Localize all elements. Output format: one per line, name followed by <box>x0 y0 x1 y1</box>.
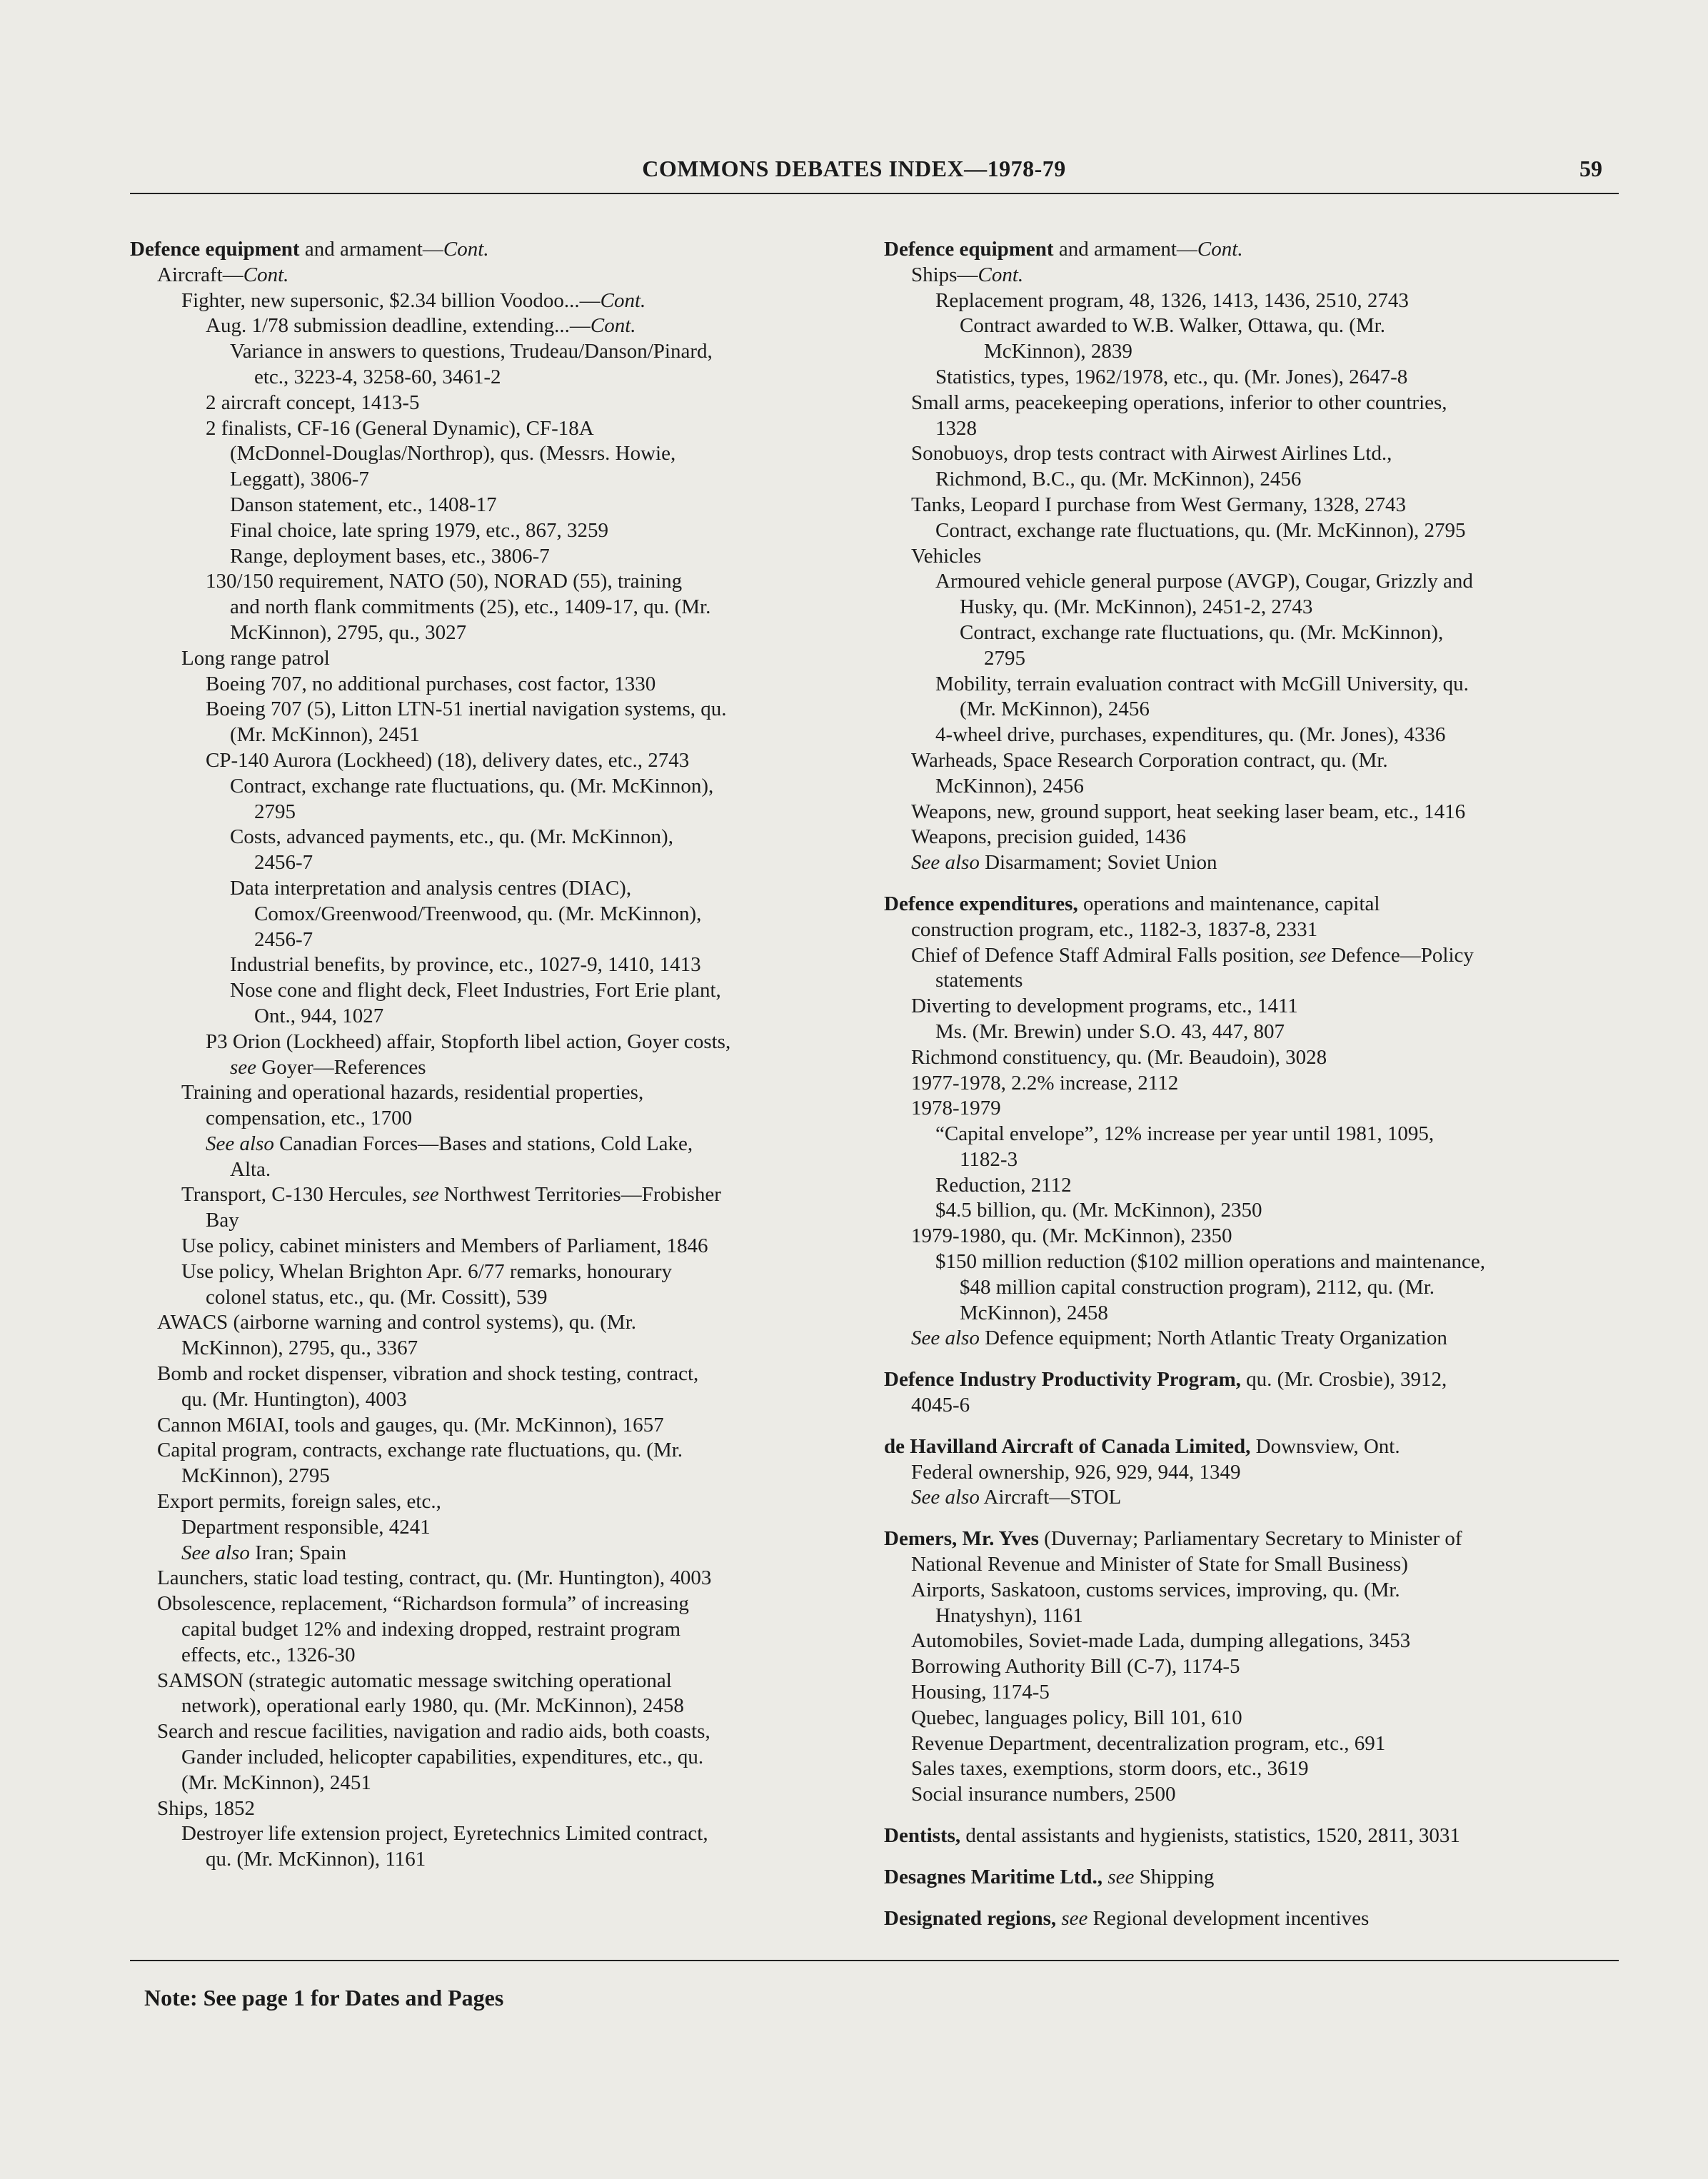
italic-text: Cont. <box>443 238 489 261</box>
entry-text: Goyer—References <box>256 1055 426 1079</box>
entry-text: operations and maintenance, capital <box>1077 892 1380 915</box>
italic-text: Cont. <box>1197 238 1243 261</box>
italic-text: see <box>412 1183 439 1207</box>
index-entry-line <box>884 1122 1619 1147</box>
italic-text: Cont. <box>978 263 1024 286</box>
entry-text: Quebec, languages policy, Bill 101, 610 <box>911 1706 1242 1729</box>
entry-text: Final choice, late spring 1979, etc., 867, 3259 <box>230 518 608 542</box>
page-number: 59 <box>1579 156 1602 181</box>
index-entry-line <box>884 1706 1619 1731</box>
entry-text: McKinnon), 2795, qu., 3367 <box>181 1337 418 1360</box>
entry-text: Revenue Department, decentralization program, etc., 691 <box>911 1731 1386 1755</box>
entry-text: Regional development incentives <box>1087 1906 1370 1930</box>
italic-text: See also <box>911 1327 980 1350</box>
entry-text: McKinnon), 2456 <box>935 774 1084 797</box>
entry-text: Fighter, new supersonic, $2.34 billion Voodoo...— <box>181 288 601 312</box>
entry-text: Hnatyshyn), 1161 <box>935 1604 1083 1627</box>
index-entry-line <box>130 800 844 825</box>
index-entry-line <box>884 365 1619 391</box>
entry-text: Federal ownership, 926, 929, 944, 1349 <box>911 1460 1241 1484</box>
index-entry-line <box>884 1578 1619 1604</box>
entry-text: 4045-6 <box>911 1394 970 1417</box>
entry-text: (Mr. McKinnon), 2451 <box>181 1771 371 1794</box>
italic-text: Cont. <box>243 263 289 286</box>
entry-text: Cannon M6IAI, tools and gauges, qu. (Mr. McKinnon), 1657 <box>157 1413 664 1436</box>
entry-text: $4.5 billion, qu. (Mr. McKinnon), 2350 <box>935 1199 1262 1222</box>
index-entry-line <box>884 1301 1619 1327</box>
italic-text: See also <box>911 851 980 875</box>
index-entry-line <box>884 1629 1619 1654</box>
index-entry-line <box>130 1821 844 1847</box>
entry-text: 2456-7 <box>254 927 313 951</box>
entry-text: McKinnon), 2458 <box>960 1301 1108 1324</box>
entry-text: “Capital envelope”, 12% increase per year until 1981, 1095, <box>935 1122 1435 1146</box>
entry-text: P3 Orion (Lockheed) affair, Stopforth libel action, Goyer costs, <box>206 1030 731 1053</box>
entry-text: (Mr. McKinnon), 2456 <box>960 698 1150 721</box>
entry-text: Use policy, cabinet ministers and Members of Parliament, 1846 <box>181 1234 708 1258</box>
index-entry-line <box>130 1055 844 1081</box>
index-entry-line <box>130 1847 844 1873</box>
index-entry-line <box>884 1224 1619 1249</box>
index-entry-line <box>884 416 1619 442</box>
index-entry-line <box>884 917 1619 943</box>
index-entry-line <box>884 1275 1619 1301</box>
index-heading: Dentists, <box>884 1824 961 1848</box>
index-entry-line <box>884 800 1619 825</box>
entry-spacer <box>884 1419 1619 1434</box>
index-entry-line <box>130 544 844 570</box>
entry-text: Housing, 1174-5 <box>911 1681 1050 1704</box>
entry-text: qu. (Mr. McKinnon), 1161 <box>206 1848 426 1871</box>
index-entry-line <box>884 288 1619 314</box>
index-entry-line <box>130 1208 844 1234</box>
entry-text: Launchers, static load testing, contract, qu. (Mr. Huntington), 4003 <box>157 1566 712 1590</box>
header-rule <box>130 193 1619 194</box>
index-entry-line <box>884 1460 1619 1486</box>
index-entry-line <box>884 339 1619 365</box>
index-entry-line <box>130 876 844 902</box>
entry-text: Gander included, helicopter capabilities, expenditures, etc., qu. <box>181 1746 704 1769</box>
index-entry-line <box>130 493 844 518</box>
entry-text: Replacement program, 48, 1326, 1413, 1436, 2510, 2743 <box>935 288 1409 312</box>
entry-text: McKinnon), 2795 <box>181 1464 330 1488</box>
entry-text: etc., 3223-4, 3258-60, 3461-2 <box>254 365 501 388</box>
entry-text: dental assistants and hygienists, statistics, 1520, 2811, 3031 <box>960 1824 1460 1848</box>
entry-text: Weapons, new, ground support, heat seeking laser beam, etc., 1416 <box>911 800 1466 823</box>
index-entry-line <box>884 1147 1619 1173</box>
index-entry-line <box>130 1030 844 1055</box>
entry-text: Tanks, Leopard I purchase from West Germany, 1328, 2743 <box>911 493 1407 516</box>
index-entry-line <box>130 1566 844 1591</box>
index-entry-line <box>130 365 844 391</box>
index-entry-line <box>130 1515 844 1541</box>
index-entry-line <box>884 774 1619 800</box>
index-entry-line <box>884 1552 1619 1578</box>
index-entry-line <box>130 672 844 698</box>
entry-text: Vehicles <box>911 544 982 568</box>
index-entry-line <box>130 1157 844 1183</box>
index-entry-line <box>130 1438 844 1464</box>
index-entry-line <box>130 1694 844 1719</box>
index-entry-line <box>130 1669 844 1694</box>
index-entry-line <box>130 850 844 876</box>
index-entry-line <box>130 595 844 620</box>
entry-text: Destroyer life extension project, Eyretechnics Limited contract, <box>181 1822 708 1846</box>
index-entry-line <box>884 646 1619 672</box>
entry-text: qu. (Mr. Crosbie), 3912, <box>1240 1368 1447 1392</box>
index-entry-line <box>130 288 844 314</box>
entry-text: AWACS (airborne warning and control systems), qu. (Mr. <box>157 1311 637 1334</box>
index-entry-line <box>884 748 1619 774</box>
entry-text: and armament— <box>299 238 443 261</box>
entry-text: Armoured vehicle general purpose (AVGP), Cougar, Grizzly and <box>935 570 1473 593</box>
index-entry-line <box>884 1485 1619 1511</box>
index-heading-line <box>884 237 1619 263</box>
entry-text: McKinnon), 2795, qu., 3027 <box>230 620 467 644</box>
entry-text: Diverting to development programs, etc., 1411 <box>911 995 1298 1018</box>
index-entry-line <box>884 1782 1619 1808</box>
index-heading-line <box>884 1906 1619 1932</box>
index-entry-line <box>884 518 1619 544</box>
index-entry-line <box>130 1796 844 1822</box>
index-entry-line <box>130 1080 844 1106</box>
index-entry-line <box>130 825 844 850</box>
index-entry-line <box>130 978 844 1004</box>
italic-text: See also <box>181 1541 250 1564</box>
entry-text: statements <box>935 969 1023 992</box>
entry-text: Canadian Forces—Bases and stations, Cold Lake, <box>273 1132 693 1155</box>
entry-text: Airports, Saskatoon, customs services, improving, qu. (Mr. <box>911 1578 1400 1601</box>
index-entry-line <box>884 620 1619 646</box>
index-entry-line <box>130 748 844 774</box>
entry-text: Obsolescence, replacement, “Richardson formula” of increasing <box>157 1592 689 1616</box>
footer-rule <box>130 1960 1619 1961</box>
index-entry-line <box>884 313 1619 339</box>
index-entry-line <box>130 1182 844 1208</box>
index-entry-line <box>130 467 844 493</box>
index-entry-line <box>130 1336 844 1362</box>
entry-text: 1979-1980, qu. (Mr. McKinnon), 2350 <box>911 1224 1232 1248</box>
index-entry-line <box>130 1413 844 1439</box>
index-entry-line <box>130 569 844 595</box>
index-entry-line <box>130 263 844 288</box>
entry-text: National Revenue and Minister of State for Small Business) <box>911 1553 1408 1576</box>
entry-spacer <box>884 1849 1619 1865</box>
entry-text: and north flank commitments (25), etc., 1409-17, qu. (Mr. <box>230 595 711 619</box>
index-entry-line <box>884 672 1619 698</box>
index-entry-line <box>130 441 844 467</box>
entry-text: Defence equipment; North Atlantic Treaty Organization <box>979 1327 1447 1350</box>
entry-text: Comox/Greenwood/Treenwood, qu. (Mr. McKinnon), <box>254 902 702 925</box>
italic-text: Cont. <box>600 288 646 312</box>
index-heading-line <box>884 1865 1619 1891</box>
entry-text: Danson statement, etc., 1408-17 <box>230 493 497 516</box>
entry-text: 1182-3 <box>960 1147 1018 1171</box>
entry-text: effects, etc., 1326-30 <box>181 1643 356 1666</box>
entry-text: Range, deployment bases, etc., 3806-7 <box>230 544 550 568</box>
index-entry-line <box>130 646 844 672</box>
index-entry-line <box>884 697 1619 723</box>
entry-text: Long range patrol <box>181 646 330 670</box>
entry-text: qu. (Mr. Huntington), 4003 <box>181 1387 407 1411</box>
entry-spacer <box>884 1511 1619 1526</box>
footer-note: Note: See page 1 for Dates and Pages <box>144 1985 504 2011</box>
entry-text: Downsview, Ont. <box>1250 1434 1400 1458</box>
entry-text: Department responsible, 4241 <box>181 1515 431 1539</box>
index-entry-line <box>884 544 1619 570</box>
entry-text: Bay <box>206 1209 239 1232</box>
entry-text: and armament— <box>1053 238 1197 261</box>
index-entry-line <box>884 1756 1619 1782</box>
index-entry-line <box>130 1387 844 1413</box>
index-entry-line <box>130 697 844 723</box>
index-entry-line <box>884 723 1619 748</box>
index-heading: Desagnes Maritime Ltd., <box>884 1865 1103 1888</box>
entry-text: Variance in answers to questions, Trudeau/Danson/Pinard, <box>230 340 713 363</box>
index-entry-line <box>130 416 844 442</box>
index-entry-line <box>130 1259 844 1285</box>
entry-text: Richmond constituency, qu. (Mr. Beaudoin), 3028 <box>911 1045 1327 1069</box>
entry-text: Small arms, peacekeeping operations, inferior to other countries, <box>911 391 1447 414</box>
entry-text: compensation, etc., 1700 <box>206 1107 413 1130</box>
entry-text: Defence—Policy <box>1325 943 1474 967</box>
index-entry-line <box>884 1020 1619 1045</box>
index-entry-line <box>130 1004 844 1030</box>
entry-text: 4-wheel drive, purchases, expenditures, qu. (Mr. Jones), 4336 <box>935 723 1446 747</box>
entry-text: $48 million capital construction program), 2112, qu. (Mr. <box>960 1275 1435 1299</box>
entry-text: Sonobuoys, drop tests contract with Airwest Airlines Ltd., <box>911 442 1392 466</box>
entry-text: Contract, exchange rate fluctuations, qu. (Mr. McKinnon), <box>230 774 714 797</box>
entry-text: Shipping <box>1134 1865 1215 1888</box>
index-heading-line <box>884 892 1619 917</box>
index-entry-line <box>130 1464 844 1489</box>
left-column <box>130 237 844 1873</box>
index-entry-line <box>884 1654 1619 1680</box>
italic-text: Cont. <box>590 314 636 338</box>
entry-spacer <box>884 1891 1619 1906</box>
entry-text: construction program, etc., 1182-3, 1837-8, 2331 <box>911 917 1318 941</box>
entry-text: Search and rescue facilities, navigation and radio aids, both coasts, <box>157 1720 710 1743</box>
index-entry-line <box>884 391 1619 416</box>
index-entry-line <box>884 994 1619 1020</box>
index-entry-line <box>884 1045 1619 1071</box>
entry-text: Borrowing Authority Bill (C-7), 1174-5 <box>911 1655 1240 1679</box>
index-entry-line <box>884 493 1619 518</box>
index-heading-line <box>130 237 844 263</box>
entry-text: capital budget 12% and indexing dropped, restraint program <box>181 1618 681 1641</box>
index-entry-line <box>884 467 1619 493</box>
index-entry-line <box>884 943 1619 969</box>
entry-text: Contract awarded to W.B. Walker, Ottawa, qu. (Mr. <box>960 314 1385 338</box>
index-entry-line <box>884 569 1619 595</box>
entry-text: Use policy, Whelan Brighton Apr. 6/77 remarks, honourary <box>181 1259 673 1283</box>
index-entry-line <box>130 620 844 646</box>
index-entry-line <box>884 1680 1619 1706</box>
entry-text: Social insurance numbers, 2500 <box>911 1783 1176 1806</box>
entry-text: Aircraft— <box>157 263 243 286</box>
index-entry-line <box>130 1106 844 1132</box>
index-heading: Demers, Mr. Yves <box>884 1527 1039 1551</box>
index-heading-line <box>884 1434 1619 1460</box>
index-heading: Designated regions, <box>884 1906 1057 1930</box>
index-heading: Defence equipment <box>884 238 1054 261</box>
entry-text: 1328 <box>935 416 977 440</box>
index-entry-line <box>884 1173 1619 1199</box>
entry-text: Husky, qu. (Mr. McKinnon), 2451-2, 2743 <box>960 595 1313 619</box>
entry-text: Aircraft—STOL <box>979 1486 1122 1509</box>
entry-text: Alta. <box>230 1157 271 1181</box>
entry-text: Weapons, precision guided, 1436 <box>911 825 1187 849</box>
entry-text: Statistics, types, 1962/1978, etc., qu. (Mr. Jones), 2647-8 <box>935 365 1408 388</box>
entry-text: Bomb and rocket dispenser, vibration and shock testing, contract, <box>157 1362 699 1386</box>
index-heading-line <box>884 1367 1619 1393</box>
index-entry-line <box>130 1234 844 1259</box>
entry-text: 2 aircraft concept, 1413-5 <box>206 391 420 414</box>
italic-text: See also <box>206 1132 274 1155</box>
entry-text: Richmond, B.C., qu. (Mr. McKinnon), 2456 <box>935 468 1302 491</box>
entry-text: Ships— <box>911 263 978 286</box>
italic-text: see <box>230 1055 257 1079</box>
index-entry-line <box>884 825 1619 850</box>
index-entry-line <box>884 595 1619 620</box>
entry-text: Training and operational hazards, residential properties, <box>181 1081 644 1104</box>
index-entry-line <box>130 518 844 544</box>
entry-text: Contract, exchange rate fluctuations, qu. (Mr. McKinnon), <box>960 620 1444 644</box>
index-entry-line <box>130 902 844 927</box>
index-entry-line <box>130 927 844 953</box>
entry-text: 2456-7 <box>254 851 313 875</box>
entry-text: Sales taxes, exemptions, storm doors, etc., 3619 <box>911 1757 1309 1781</box>
index-entry-line <box>884 1096 1619 1122</box>
entry-spacer <box>884 876 1619 892</box>
entry-text: Transport, C-130 Hercules, <box>181 1183 413 1207</box>
entry-text: Leggatt), 3806-7 <box>230 468 369 491</box>
index-entry-line <box>884 1198 1619 1224</box>
entry-text: Mobility, terrain evaluation contract with McGill University, qu. <box>935 672 1469 695</box>
index-entry-line <box>884 1604 1619 1629</box>
index-entry-line <box>130 313 844 339</box>
index-entry-line <box>130 1617 844 1643</box>
index-entry-line <box>130 1362 844 1387</box>
index-entry-line <box>884 1249 1619 1275</box>
index-entry-line <box>130 339 844 365</box>
index-entry-line <box>130 1132 844 1157</box>
index-entry-line <box>884 263 1619 288</box>
entry-text: McKinnon), 2839 <box>984 340 1132 363</box>
entry-text: CP-140 Aurora (Lockheed) (18), delivery dates, etc., 2743 <box>206 748 690 772</box>
entry-text: Iran; Spain <box>249 1541 347 1564</box>
entry-text: colonel status, etc., qu. (Mr. Cossitt), 539 <box>206 1285 548 1309</box>
entry-text: Reduction, 2112 <box>935 1173 1072 1197</box>
entry-text: (Mr. McKinnon), 2451 <box>230 723 420 747</box>
entry-text: Industrial benefits, by province, etc., 1027-9, 1410, 1413 <box>230 953 701 977</box>
entry-text: Ms. (Mr. Brewin) under S.O. 43, 447, 807 <box>935 1020 1285 1043</box>
right-column <box>884 237 1619 1931</box>
index-entry-line <box>130 1719 844 1745</box>
entry-text: 1977-1978, 2.2% increase, 2112 <box>911 1071 1179 1094</box>
entry-text: 1978-1979 <box>911 1097 1001 1120</box>
entry-spacer <box>884 1352 1619 1367</box>
index-heading: Defence Industry Productivity Program, <box>884 1368 1241 1392</box>
index-entry-line <box>130 1643 844 1669</box>
index-entry-line <box>884 1326 1619 1352</box>
entry-text: (Duvernay; Parliamentary Secretary to Minister of <box>1038 1527 1462 1551</box>
index-entry-line <box>130 952 844 978</box>
entry-text: Disarmament; Soviet Union <box>979 851 1217 875</box>
index-heading-line <box>884 1526 1619 1552</box>
index-heading: Defence expenditures, <box>884 892 1078 915</box>
entry-text: 2795 <box>254 800 296 823</box>
index-entry-line <box>884 441 1619 467</box>
index-entry-line <box>884 1071 1619 1097</box>
entry-text: Costs, advanced payments, etc., qu. (Mr. McKinnon), <box>230 825 673 849</box>
index-entry-line <box>130 1745 844 1771</box>
entry-text: SAMSON (strategic automatic message switching operational <box>157 1669 672 1692</box>
index-entry-line <box>130 1285 844 1311</box>
index-entry-line <box>130 1310 844 1336</box>
entry-text: 2 finalists, CF-16 (General Dynamic), CF-18A <box>206 416 594 440</box>
italic-text: see <box>1107 1865 1135 1888</box>
index-heading: Defence equipment <box>130 238 300 261</box>
entry-text: (McDonnel-Douglas/Northrop), qus. (Messrs. Howie, <box>230 442 676 466</box>
index-entry-line <box>130 1489 844 1515</box>
entry-text: Ships, 1852 <box>157 1796 255 1820</box>
entry-text: Boeing 707 (5), Litton LTN-51 inertial navigation systems, qu. <box>206 698 727 721</box>
entry-text: Automobiles, Soviet-made Lada, dumping allegations, 3453 <box>911 1629 1411 1653</box>
entry-text: Nose cone and flight deck, Fleet Industries, Fort Erie plant, <box>230 979 721 1002</box>
entry-text: Export permits, foreign sales, etc., <box>157 1490 441 1514</box>
index-entry-line <box>884 1731 1619 1757</box>
index-entry-line <box>884 1393 1619 1419</box>
italic-text: see <box>1061 1906 1088 1930</box>
entry-text: Northwest Territories—Frobisher <box>438 1183 721 1207</box>
italic-text: See also <box>911 1486 980 1509</box>
index-heading: de Havilland Aircraft of Canada Limited, <box>884 1434 1251 1458</box>
index-entry-line <box>130 1591 844 1617</box>
entry-text: Warheads, Space Research Corporation contract, qu. (Mr. <box>911 748 1388 772</box>
index-entry-line <box>130 1541 844 1566</box>
entry-text: 2795 <box>984 646 1025 670</box>
index-entry-line <box>130 723 844 748</box>
entry-text: 130/150 requirement, NATO (50), NORAD (55), training <box>206 570 683 593</box>
entry-text: Data interpretation and analysis centres (DIAC), <box>230 876 632 900</box>
index-entry-line <box>130 1771 844 1796</box>
entry-text: Chief of Defence Staff Admiral Falls position, <box>911 943 1300 967</box>
entry-text: network), operational early 1980, qu. (Mr. McKinnon), 2458 <box>181 1694 684 1718</box>
entry-text: $150 million reduction ($102 million operations and maintenance, <box>935 1250 1485 1274</box>
entry-text: Boeing 707, no additional purchases, cost factor, 1330 <box>206 672 656 695</box>
index-entry-line <box>130 391 844 416</box>
index-entry-line <box>884 968 1619 994</box>
index-entry-line <box>130 774 844 800</box>
italic-text: see <box>1299 943 1326 967</box>
entry-spacer <box>884 1808 1619 1823</box>
entry-text: Aug. 1/78 submission deadline, extending...— <box>206 314 591 338</box>
index-heading-line <box>884 1823 1619 1849</box>
index-entry-line <box>884 850 1619 876</box>
entry-text: Contract, exchange rate fluctuations, qu. (Mr. McKinnon), 2795 <box>935 518 1466 542</box>
entry-text: Capital program, contracts, exchange rate fluctuations, qu. (Mr. <box>157 1439 683 1462</box>
page-title: COMMONS DEBATES INDEX—1978-79 <box>642 156 1066 181</box>
entry-text: Ont., 944, 1027 <box>254 1004 384 1027</box>
